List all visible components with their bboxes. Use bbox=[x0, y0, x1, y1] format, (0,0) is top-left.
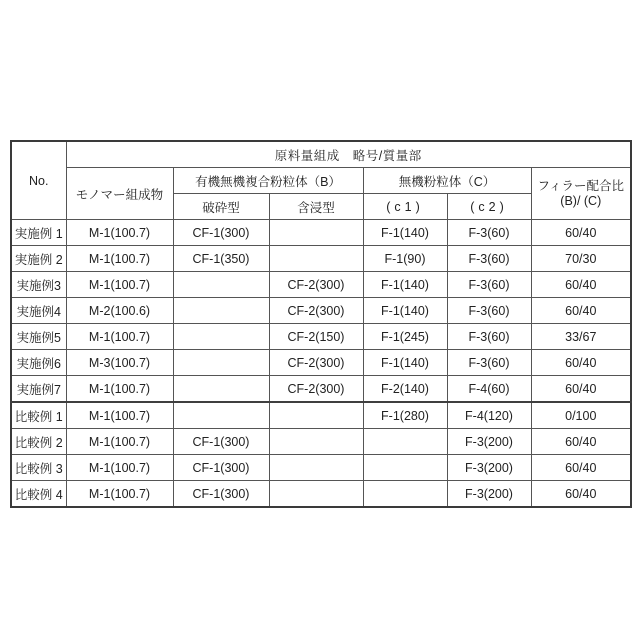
monomer-cell: M-2(100.6) bbox=[66, 298, 173, 324]
row-label: 実施例 1 bbox=[11, 220, 66, 246]
c1-cell bbox=[363, 429, 447, 455]
monomer-cell: M-3(100.7) bbox=[66, 350, 173, 376]
monomer-cell: M-1(100.7) bbox=[66, 324, 173, 350]
c1-cell: F-1(90) bbox=[363, 246, 447, 272]
monomer-cell: M-1(100.7) bbox=[66, 429, 173, 455]
row-label: 実施例5 bbox=[11, 324, 66, 350]
c1-cell: F-1(140) bbox=[363, 298, 447, 324]
row-label: 実施例4 bbox=[11, 298, 66, 324]
composition-table bbox=[10, 140, 632, 508]
c1-cell bbox=[363, 455, 447, 481]
monomer-cell: M-1(100.7) bbox=[66, 220, 173, 246]
crushed-cell: CF-1(300) bbox=[173, 481, 269, 508]
table-row bbox=[11, 350, 631, 376]
monomer-cell: M-1(100.7) bbox=[66, 246, 173, 272]
c2-cell: F-3(60) bbox=[447, 220, 531, 246]
crushed-cell: CF-1(350) bbox=[173, 246, 269, 272]
table-row bbox=[11, 429, 631, 455]
impregnated-cell: CF-2(300) bbox=[269, 298, 363, 324]
c2-cell: F-3(60) bbox=[447, 350, 531, 376]
filler-ratio-column-header bbox=[531, 168, 631, 220]
row-label: 実施例3 bbox=[11, 272, 66, 298]
table-title: 原料量組成 略号/質量部 bbox=[66, 141, 631, 168]
impregnated-cell bbox=[269, 220, 363, 246]
monomer-column-header: モノマー組成物 bbox=[66, 168, 173, 220]
c2-cell: F-3(200) bbox=[447, 481, 531, 508]
c2-cell: F-3(200) bbox=[447, 455, 531, 481]
inorganic-group-header: 無機粉粒体（C） bbox=[363, 168, 531, 194]
monomer-cell: M-1(100.7) bbox=[66, 272, 173, 298]
impregnated-cell: CF-2(300) bbox=[269, 272, 363, 298]
table-row bbox=[11, 376, 631, 403]
row-label: 実施例6 bbox=[11, 350, 66, 376]
filler-ratio-label-line2: (B)/ (C) bbox=[560, 193, 602, 208]
table-row bbox=[11, 324, 631, 350]
ratio-cell: 60/40 bbox=[531, 272, 631, 298]
ratio-cell: 60/40 bbox=[531, 481, 631, 508]
ratio-cell: 60/40 bbox=[531, 376, 631, 403]
ratio-cell: 70/30 bbox=[531, 246, 631, 272]
organic-inorganic-group-header: 有機無機複合粉粒体（B） bbox=[173, 168, 363, 194]
crushed-cell bbox=[173, 298, 269, 324]
table-row bbox=[11, 272, 631, 298]
crushed-cell bbox=[173, 324, 269, 350]
table-row bbox=[11, 481, 631, 508]
table-row bbox=[11, 220, 631, 246]
crushed-cell: CF-1(300) bbox=[173, 220, 269, 246]
row-label: 比較例 4 bbox=[11, 481, 66, 508]
c2-cell: F-4(60) bbox=[447, 376, 531, 403]
ratio-cell: 60/40 bbox=[531, 350, 631, 376]
c2-cell: F-3(60) bbox=[447, 324, 531, 350]
c1-cell: F-2(140) bbox=[363, 376, 447, 403]
ratio-cell: 60/40 bbox=[531, 455, 631, 481]
ratio-cell: 33/67 bbox=[531, 324, 631, 350]
monomer-cell: M-1(100.7) bbox=[66, 481, 173, 508]
c1-cell bbox=[363, 481, 447, 508]
crushed-cell bbox=[173, 402, 269, 429]
composition-table-container bbox=[10, 140, 632, 508]
table-row bbox=[11, 455, 631, 481]
c2-column-header: (c2) bbox=[447, 194, 531, 220]
impregnated-cell: CF-2(300) bbox=[269, 350, 363, 376]
ratio-cell: 60/40 bbox=[531, 220, 631, 246]
c1-cell: F-1(280) bbox=[363, 402, 447, 429]
row-label: 実施例 2 bbox=[11, 246, 66, 272]
c1-cell: F-1(140) bbox=[363, 220, 447, 246]
c1-column-header: (c1) bbox=[363, 194, 447, 220]
filler-ratio-label-line1: フィラー配合比 bbox=[537, 178, 625, 193]
header-row-title bbox=[11, 141, 631, 168]
monomer-cell: M-1(100.7) bbox=[66, 455, 173, 481]
table-row bbox=[11, 246, 631, 272]
c1-cell: F-1(245) bbox=[363, 324, 447, 350]
impregnated-cell bbox=[269, 455, 363, 481]
monomer-cell: M-1(100.7) bbox=[66, 402, 173, 429]
crushed-cell bbox=[173, 376, 269, 403]
c2-cell: F-3(200) bbox=[447, 429, 531, 455]
no-column-header: No. bbox=[11, 141, 66, 220]
crushed-cell: CF-1(300) bbox=[173, 429, 269, 455]
c2-cell: F-3(60) bbox=[447, 246, 531, 272]
c1-cell: F-1(140) bbox=[363, 350, 447, 376]
ratio-cell: 60/40 bbox=[531, 298, 631, 324]
table-row bbox=[11, 298, 631, 324]
row-label: 比較例 1 bbox=[11, 402, 66, 429]
monomer-cell: M-1(100.7) bbox=[66, 376, 173, 403]
impregnated-type-column-header: 含浸型 bbox=[269, 194, 363, 220]
impregnated-cell bbox=[269, 402, 363, 429]
c2-cell: F-4(120) bbox=[447, 402, 531, 429]
c2-cell: F-3(60) bbox=[447, 298, 531, 324]
impregnated-cell bbox=[269, 246, 363, 272]
impregnated-cell bbox=[269, 481, 363, 508]
row-label: 比較例 3 bbox=[11, 455, 66, 481]
table-row bbox=[11, 402, 631, 429]
row-label: 実施例7 bbox=[11, 376, 66, 403]
c2-cell: F-3(60) bbox=[447, 272, 531, 298]
crushed-type-column-header: 破砕型 bbox=[173, 194, 269, 220]
impregnated-cell: CF-2(150) bbox=[269, 324, 363, 350]
ratio-cell: 60/40 bbox=[531, 429, 631, 455]
impregnated-cell bbox=[269, 429, 363, 455]
c1-cell: F-1(140) bbox=[363, 272, 447, 298]
header-row-groups bbox=[11, 168, 631, 194]
crushed-cell bbox=[173, 350, 269, 376]
ratio-cell: 0/100 bbox=[531, 402, 631, 429]
crushed-cell: CF-1(300) bbox=[173, 455, 269, 481]
impregnated-cell: CF-2(300) bbox=[269, 376, 363, 403]
row-label: 比較例 2 bbox=[11, 429, 66, 455]
crushed-cell bbox=[173, 272, 269, 298]
